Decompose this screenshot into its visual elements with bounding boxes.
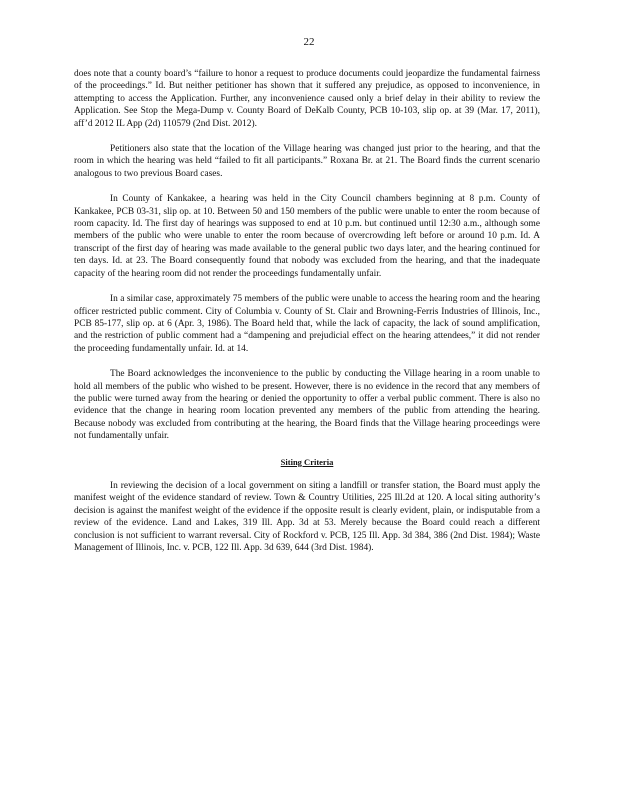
- paragraph-continued: does note that a county board’s “failure to honor a request to produce documents could jeopardize the fundamental fairness of the proceedings.” Id. But neither petitioner has shown that it suffered any prejudice, as opposed to inconvenience, in attempting to access the Application. Further, any inconvenience caused only a brief delay in their ability to review the Application. See Stop the Mega-Dump v. County Board of DeKalb County, PCB 10-103, slip op. at 39 (Mar. 17, 2011), aff’d 2012 IL App (2d) 110579 (2nd Dist. 2012).: [74, 69, 540, 129]
- paragraph-board-acknowledges: The Board acknowledges the inconvenience to the public by conducting the Village hearing in a room unable to hold all members of the public who wished to be present. However, there is no evidence in the record that any members of the public were turned away from the hearing or denied the opportunity to offer a verbal public comment. There is also no evidence that the change in hearing room location prevented any members of the public from attending the hearing. Because nobody was excluded from contributing at the hearing, the Board finds that the Village hearing proceedings were not fundamentally unfair.: [74, 369, 540, 442]
- paragraph-siting-criteria: In reviewing the decision of a local government on siting a landfill or transfer station, the Board must apply the manifest weight of the evidence standard of review. Town & Country Utilities, 225 Ill.2d at 120. A local siting authority’s decision is against the manifest weight of the evidence if the opposite result is clearly evident, plain, or indisputable from a review of the evidence. Land and Lakes, 319 Ill. App. 3d at 53. Merely because the Board could reach a different conclusion is not sufficient to warrant reversal. City of Rockford v. PCB, 125 Ill. App. 3d 384, 386 (2nd Dist. 1984); Waste Management of Illinois, Inc. v. PCB, 122 Ill. App. 3d 639, 644 (3rd Dist. 1984).: [74, 480, 540, 553]
- document-body: [74, 68, 540, 567]
- paragraph-city-of-columbia: In a similar case, approximately 75 members of the public were unable to access the hearing room and the hearing officer restricted public comment. City of Columbia v. County of St. Clair and Browning-Ferris Industries of Illinois, Inc., PCB 85-177, slip op. at 6 (Apr. 3, 1986). The Board held that, while the lack of capacity, the lack of sound amplification, and the restriction of public comment had a “dampening and prejudicial effect on the hearing attendees,” it did not render the proceeding fundamentally unfair. Id. at 14.: [74, 294, 540, 354]
- section-heading: [74, 456, 540, 468]
- paragraph-hearing-location: Petitioners also state that the location of the Village hearing was changed just prior to the hearing, and that the room in which the hearing was held “failed to fit all participants.” Roxana Br. at 21. The Board finds the current scenario analogous to two previous Board cases.: [74, 144, 540, 179]
- paragraph-county-of-kankakee: In County of Kankakee, a hearing was held in the City Council chambers beginning at 8 p.m. County of Kankakee, PCB 03-31, slip op. at 10. Between 50 and 150 members of the public were unable to enter the room because of room capacity. Id. The first day of hearings was supposed to end at 10 p.m. but continued until 12:30 a.m., although some members of the public who were unable to enter the room because of overcrowding left before or around 10 p.m. Id. A transcript of the first day of hearing was made available to the general public two days later, and the hearing continued for ten days. Id. at 23. The Board consequently found that nobody was excluded from the hearing, and that the inadequate capacity of the hearing room did not render the proceedings fundamentally unfair.: [74, 194, 540, 279]
- page-number: 22: [303, 36, 315, 48]
- section-heading-text: Siting Criteria: [280, 456, 334, 467]
